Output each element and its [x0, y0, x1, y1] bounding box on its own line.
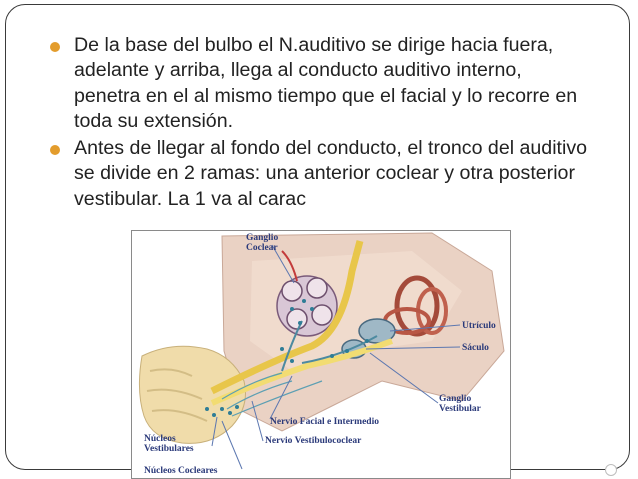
- bullet-icon: [50, 42, 60, 52]
- cochlea-turn-3: [287, 309, 307, 329]
- label-ganglio-vestibular: Ganglio Vestibular: [439, 394, 481, 414]
- slide-corner-dot: [605, 464, 617, 476]
- cochlea-turn-2: [307, 278, 327, 298]
- cochlea-turn-4: [312, 305, 332, 325]
- cochlea-turn-1: [282, 281, 302, 301]
- bullet-icon: [50, 145, 60, 155]
- bullet-text-2: Antes de llegar al fondo del conducto, el tronco del auditivo se divide en 2 ramas: una anterior coclear y otra posterior vestibular. La 1 va al carac: [74, 137, 588, 210]
- label-nervio-vestibulococlear: Nervio Vestibulococlear: [265, 436, 362, 446]
- label-nucleos-cocleares: Núcleos Cocleares: [144, 466, 218, 476]
- bullet-item-1: [50, 33, 590, 134]
- label-utriculo: Utrículo: [462, 321, 496, 331]
- anatomy-illustration: [131, 230, 511, 479]
- label-nervio-facial: Nervio Facial e Intermedio: [270, 417, 379, 427]
- bullet-text-1: De la base del bulbo el N.auditivo se dirige hacia fuera, adelante y arriba, llega al conducto auditivo interno, penetra en el al mismo tiempo que el facial y lo recorre en toda su extensión.: [74, 34, 578, 132]
- bullet-item-2: [50, 136, 590, 212]
- label-ganglio-coclear: Ganglio Coclear: [246, 233, 279, 253]
- label-nucleos-vestibulares: Núcleos Vestibulares: [144, 434, 194, 454]
- bullet-list: [50, 33, 590, 214]
- label-saculo: Sáculo: [462, 343, 489, 353]
